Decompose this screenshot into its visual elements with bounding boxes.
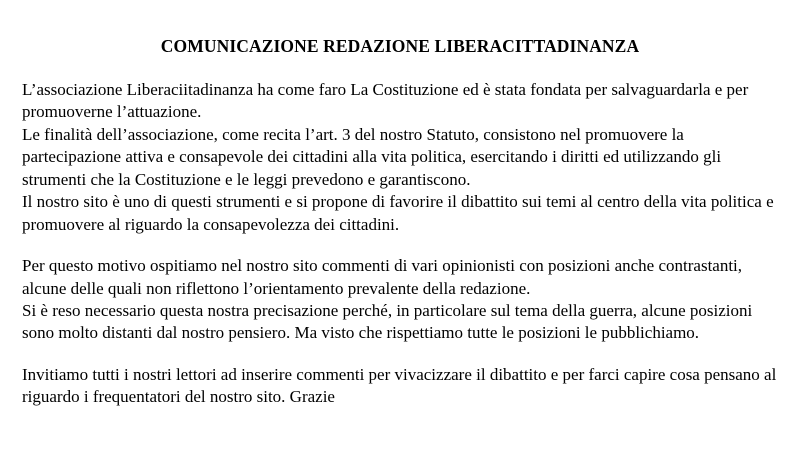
page-title: COMUNICAZIONE REDAZIONE LIBERACITTADINANZA (160, 36, 640, 56)
paragraph-block-opinions (22, 255, 778, 345)
paragraph: Le finalità dell’associazione, come recita l’art. 3 del nostro Statuto, consistono nel promuovere la partecipazione attiva e consapevole dei cittadini alla vita politica, esercitando i diritti ed utilizzando gli strumenti che la Costituzione e le leggi prevedono e garantiscono. (22, 124, 722, 189)
paragraph-spacer (22, 236, 778, 255)
paragraph: Si è reso necessario questa nostra precisazione perché, in particolare sul tema della guerra, alcune posizioni sono molto distanti dal nostro pensiero. Ma visto che rispettiamo tutte le posizioni le pubblichiamo. (22, 300, 753, 343)
paragraph: Il nostro sito è uno di questi strumenti e si propone di favorire il dibattito sui temi al centro della vita politica e promuovere al riguardo la consapevolezza dei cittadini. (22, 192, 774, 234)
paragraph-spacer (22, 345, 778, 364)
paragraph-block-invitation (22, 364, 778, 409)
paragraph: Per questo motivo ospitiamo nel nostro sito commenti di vari opinionisti con posizioni anche contrastanti, alcune delle quali non riflettono l’orientamento prevalente della redazione. (22, 256, 743, 298)
paragraph: Invitiamo tutti i nostri lettori ad inserire commenti per vivacizzare il dibattito e per farci capire cosa pensano al riguardo i frequentatori del nostro sito. Grazie (22, 364, 777, 407)
paragraph-block-intro (22, 79, 778, 236)
paragraph: L’associazione Liberaciitadinanza ha come faro La Costituzione ed è stata fondata per salvaguardarla e per promuoverne l’attuazione. (22, 80, 749, 122)
